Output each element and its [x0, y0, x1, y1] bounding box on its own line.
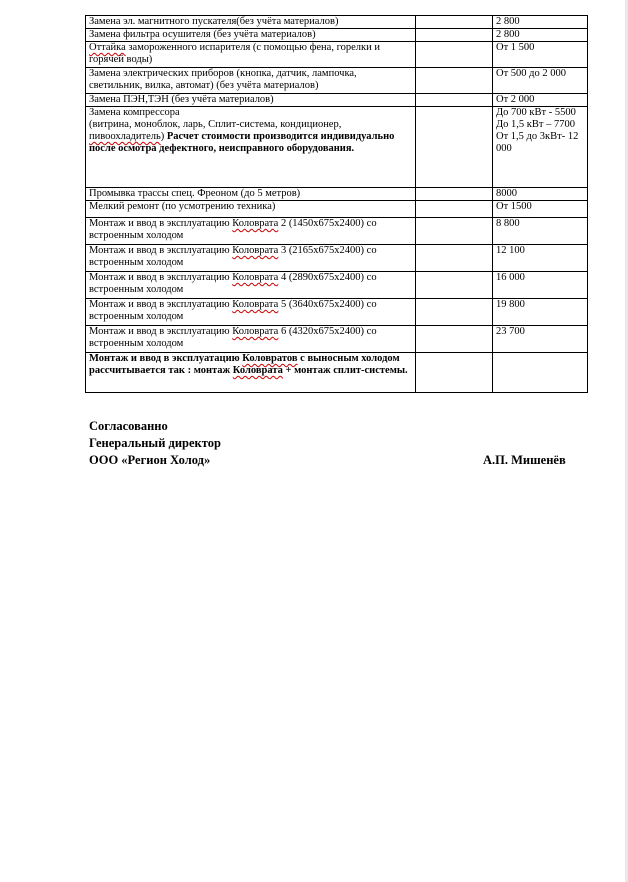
- price-cell: 12 100: [493, 245, 588, 272]
- price-cell: [493, 107, 588, 188]
- service-note: Расчет стоимости производится индивидуально после осмотра дефектного, неисправного оборудования.: [89, 131, 395, 154]
- service-text: + монтаж сплит-системы.: [282, 365, 408, 376]
- price-cell: От 1500: [493, 201, 588, 218]
- table-row: [86, 68, 588, 94]
- empty-cell: [416, 188, 493, 201]
- table-row: [86, 42, 588, 68]
- signer-name: А.П. Мишенёв: [483, 453, 566, 467]
- table-row: [86, 353, 588, 393]
- price-cell: 16 000: [493, 272, 588, 299]
- table-row: [86, 29, 588, 42]
- service-text: 3 (2165х675х2400) со встроенным холодом: [89, 245, 377, 268]
- empty-cell: [416, 94, 493, 107]
- service-text: замороженного испарителя (с помощью фена, горелки и горячей воды): [89, 42, 380, 65]
- table-row: [86, 218, 588, 245]
- price-line: От 1,5 до 3кВт- 12 000: [496, 131, 579, 154]
- empty-cell: [416, 299, 493, 326]
- service-cell: Промывка трассы спец. Фреоном (до 5 метров): [86, 188, 416, 201]
- price-line: До 1,5 кВт – 7700: [496, 119, 575, 130]
- signature-block: [89, 418, 221, 469]
- service-text: Монтаж и ввод в эксплуатацию: [89, 272, 233, 283]
- service-cell: [86, 299, 416, 326]
- empty-cell: [416, 68, 493, 94]
- service-cell: [86, 42, 416, 68]
- service-cell: [86, 218, 416, 245]
- table-row: [86, 16, 588, 29]
- service-cell: [86, 272, 416, 299]
- empty-cell: [416, 29, 493, 42]
- service-cell: Замена эл. магнитного пускателя(без учёта материалов): [86, 16, 416, 29]
- empty-cell: [416, 353, 493, 393]
- price-cell: 8 800: [493, 218, 588, 245]
- price-cell: От 500 до 2 000: [493, 68, 588, 94]
- table-row: [86, 201, 588, 218]
- empty-cell: [416, 16, 493, 29]
- spell-marked-word: Коловрата: [232, 245, 279, 256]
- service-cell: [86, 326, 416, 353]
- empty-cell: [416, 245, 493, 272]
- service-text: 4 (2890х675х2400) со встроенным холодом: [89, 272, 377, 295]
- table-row: [86, 188, 588, 201]
- service-cell: [86, 107, 416, 188]
- price-cell: 8000: [493, 188, 588, 201]
- company-name: ООО «Регион Холод»: [89, 453, 211, 467]
- service-text: Монтаж и ввод в эксплуатацию: [89, 245, 233, 256]
- price-cell: 2 800: [493, 29, 588, 42]
- table-row: [86, 272, 588, 299]
- service-title: Замена компрессора: [89, 107, 180, 118]
- service-cell: Замена фильтра осушителя (без учёта материалов): [86, 29, 416, 42]
- empty-cell: [416, 272, 493, 299]
- service-cell: Замена ПЭН,ТЭН (без учёта материалов): [86, 94, 416, 107]
- spell-marked-word: Оттайка: [89, 42, 126, 53]
- spell-marked-word: Коловрата: [232, 326, 279, 337]
- service-text: 6 (4320х675х2400) со встроенным холодом: [89, 326, 377, 349]
- price-cell: 23 700: [493, 326, 588, 353]
- empty-cell: [416, 218, 493, 245]
- service-cell: [86, 245, 416, 272]
- empty-cell: [416, 201, 493, 218]
- table-row: [86, 94, 588, 107]
- spell-marked-word: пивоохладитель: [89, 131, 161, 142]
- service-cell: [86, 353, 416, 393]
- empty-cell: [416, 42, 493, 68]
- price-cell: 19 800: [493, 299, 588, 326]
- service-text: 2 (1450х675х2400) со встроенным холодом: [89, 218, 377, 241]
- price-cell: От 2 000: [493, 94, 588, 107]
- approval-label: Согласованно: [89, 419, 168, 433]
- spell-marked-word: Коловрата: [232, 365, 283, 376]
- service-text: с выносным холодом рассчитывается так : монтаж: [89, 353, 400, 376]
- price-table: [85, 15, 588, 393]
- table-row: [86, 299, 588, 326]
- service-text: Монтаж и ввод в эксплуатацию: [89, 218, 233, 229]
- price-cell: От 1 500: [493, 42, 588, 68]
- spell-marked-word: Коловрата: [232, 299, 279, 310]
- service-text: Монтаж и ввод в эксплуатацию: [89, 299, 233, 310]
- service-text: Монтаж и ввод в эксплуатацию: [89, 326, 233, 337]
- spell-marked-word: Коловратов: [242, 353, 298, 364]
- signer-position: Генеральный директор: [89, 436, 221, 450]
- service-detail: [89, 119, 412, 155]
- table-row: [86, 326, 588, 353]
- price-line: До 700 кВт - 5500: [496, 107, 576, 118]
- price-cell: [493, 353, 588, 393]
- spell-marked-word: Коловрата: [232, 218, 279, 229]
- empty-cell: [416, 107, 493, 188]
- empty-cell: [416, 326, 493, 353]
- spell-marked-word: Коловрата: [232, 272, 279, 283]
- service-text: Монтаж и ввод в эксплуатацию: [89, 353, 243, 364]
- price-cell: 2 800: [493, 16, 588, 29]
- service-text: 5 (3640х675х2400) со встроенным холодом: [89, 299, 377, 322]
- service-cell: Замена электрических приборов (кнопка, датчик, лампочка, светильник, вилка, автомат) (без учёта материалов): [86, 68, 416, 94]
- table-row: [86, 107, 588, 188]
- service-cell: Мелкий ремонт (по усмотрению техника): [86, 201, 416, 218]
- service-text: ): [160, 131, 167, 142]
- table-row: [86, 245, 588, 272]
- service-text: (витрина, моноблок, ларь, Сплит-система, кондиционер,: [89, 119, 342, 130]
